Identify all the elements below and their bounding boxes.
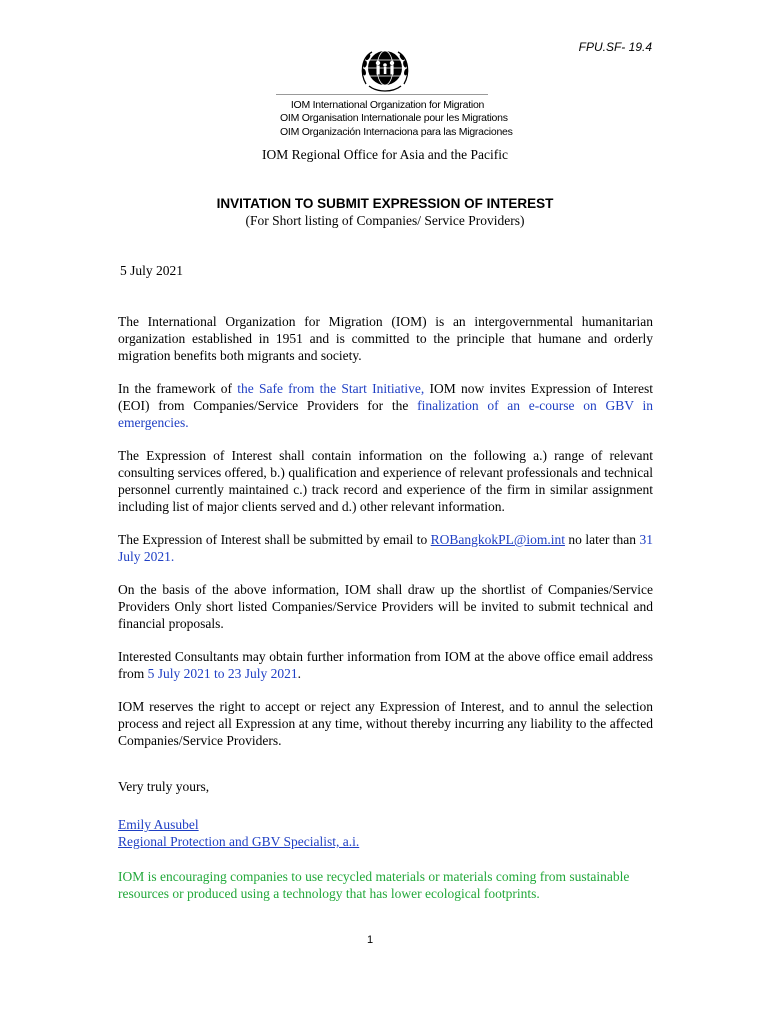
sustainability-note: IOM is encouraging companies to use recycled materials or materials coming from sustainable resources or produced using a technology that has lower ecological footprints. xyxy=(118,869,630,901)
document-title: INVITATION TO SUBMIT EXPRESSION OF INTEREST xyxy=(216,196,554,211)
paragraph-submission xyxy=(118,531,653,565)
paragraph-framework xyxy=(118,380,653,431)
inquiry-text-2: . xyxy=(297,666,302,681)
inquiry-text-1: Interested Consultants may obtain further information from IOM at the above office email address from xyxy=(118,649,653,681)
document-subtitle: (For Short listing of Companies/ Service Providers) xyxy=(245,213,525,228)
submission-text-2: no later than xyxy=(564,532,640,547)
paragraph-intro: The International Organization for Migration (IOM) is an intergovernmental humanitarian organization established in 1951 and is committed to the principle that humane and orderly migration benefits both migrants and society. xyxy=(118,314,653,363)
paragraph-contents: The Expression of Interest shall contain information on the following a.) range of relevant consulting services offered, b.) qualification and experience of relevant professionals and technical personnel currently maintained c.) track record and experience of the firm in similar assignment including list of major clients served and d.) other relevant information. xyxy=(118,448,653,514)
organization-names xyxy=(280,99,513,139)
regional-office: IOM Regional Office for Asia and the Pacific xyxy=(261,147,509,162)
org-name-spanish: OIM Organización Internaciona para las Migraciones xyxy=(280,125,513,138)
letter-date: 5 July 2021 xyxy=(120,263,184,278)
framework-text-2: IOM now invites Expression of Interest (EOI) from Companies/Service Providers for the xyxy=(118,381,653,413)
paragraph-inquiry xyxy=(118,648,653,682)
letter-body xyxy=(118,313,653,918)
document-code: FPU.SF- 19.4 xyxy=(578,40,652,54)
submission-text-1: The Expression of Interest shall be submitted by email to xyxy=(118,532,431,547)
submission-deadline: 31 July 2021. xyxy=(118,532,653,564)
initiative-name: the Safe from the Start Initiative, xyxy=(237,381,425,396)
signatory-name[interactable]: Emily Ausubel xyxy=(118,817,199,832)
iom-logo xyxy=(358,44,412,94)
framework-text-1: In the framework of xyxy=(118,381,238,396)
email-link[interactable]: ROBangkokPL@iom.int xyxy=(430,532,565,547)
page-number: 1 xyxy=(366,934,374,946)
org-name-french: OIM Organisation Internationale pour les Migrations xyxy=(280,112,508,125)
paragraph-reservation: IOM reserves the right to accept or reject any Expression of Interest, and to annul the selection process and reject all Expression at any time, without thereby incurring any liability to the affected Companies/Service Providers. xyxy=(118,699,653,748)
signature-block xyxy=(118,816,653,850)
paragraph-shortlist: On the basis of the above information, IOM shall draw up the shortlist of Companies/Service Providers Only short listed Companies/Service Providers will be invited to submit technical and financial proposals. xyxy=(118,582,653,631)
signatory-position[interactable]: Regional Protection and GBV Specialist, a.i. xyxy=(118,834,360,849)
logo-divider xyxy=(276,94,488,95)
project-name: finalization of an e-course on GBV in emergencies. xyxy=(118,398,653,430)
closing-salutation: Very truly yours, xyxy=(118,779,210,794)
inquiry-period: 5 July 2021 to 23 July 2021 xyxy=(147,666,298,681)
org-name-english: IOM International Organization for Migration xyxy=(290,99,485,111)
